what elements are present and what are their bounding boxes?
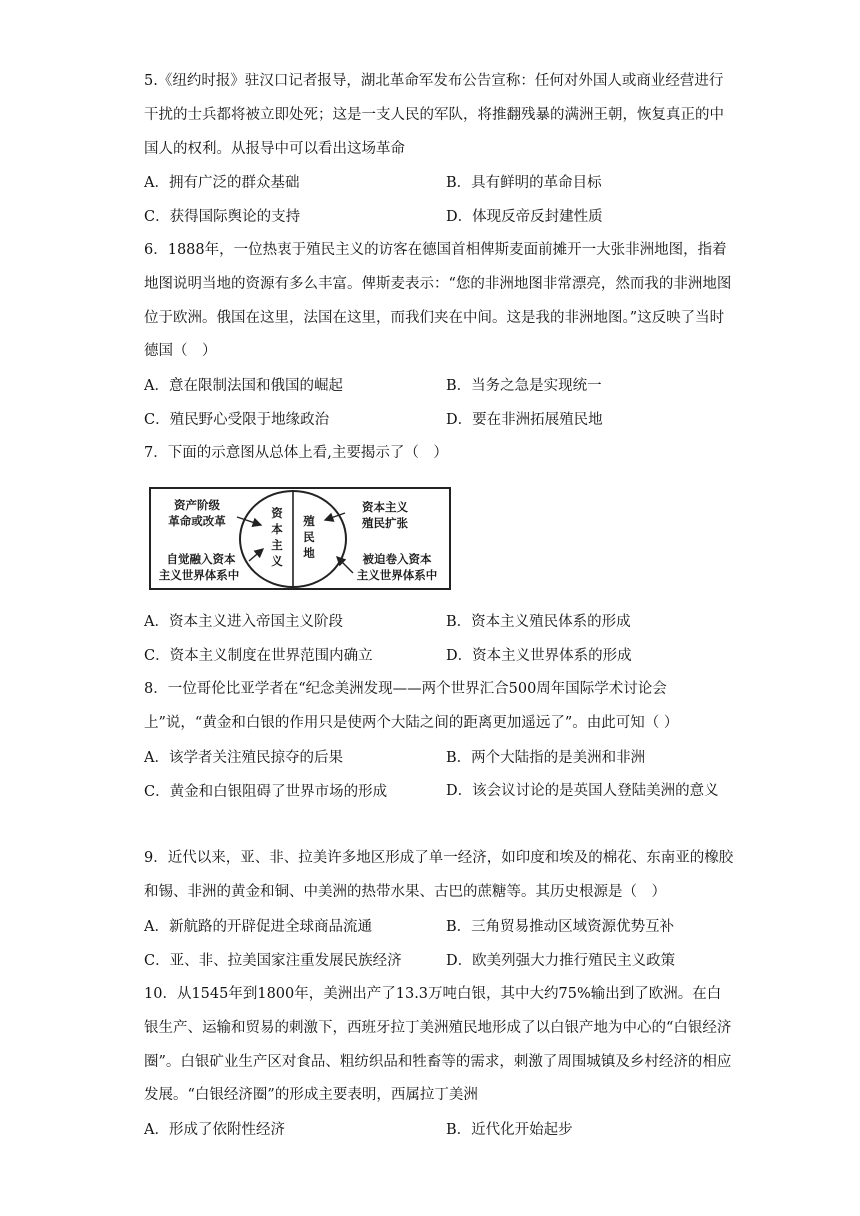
question-6-option-c: C．殖民野心受限于地缘政治 [144,412,330,428]
circle-capitalism-char-4: 义 [271,554,283,568]
capitalism-colony-diagram [149,487,452,591]
label-bourgeois-revolution-2: 革命或改革 [168,514,226,528]
circle-capitalism-char-3: 主 [271,538,283,552]
circle-colony-char-2: 民 [303,530,315,544]
label-forced-integration-2: 主义世界体系中 [356,568,438,582]
question-6-text: 6．1888年，一位热衷于殖民主义的访客在德国首相俾斯麦面前摊开一大张非洲地图，指着地图说明当地的资源有多么丰富。俾斯麦表示：“您的非洲地图非常漂亮，然而我的非洲地图位于欧洲。俄国在这里，法国在这里，而我们夹在中间。这是我的非洲地图。”这反映了当时德国（ ） [144,242,732,360]
question-8-text: 8．一位哥伦比亚学者在“纪念美洲发现——两个世界汇合500周年国际学术讨论会上”说，“黄金和白银的作用只是使两个大陆之间的距离更加遥远了”。由此可知（ ） [144,681,679,731]
question-9-option-b: B．三角贸易推动区域资源优势互补 [446,919,675,935]
question-10-option-a: A．形成了依附性经济 [144,1122,285,1138]
question-7-text: 7．下面的示意图从总体上看,主要揭示了（ ） [144,445,448,461]
circle-capitalism-char-2: 本 [271,522,283,536]
question-7-option-d: D．资本主义世界体系的形成 [446,648,632,664]
label-colonial-expansion-1: 资本主义 [362,500,408,514]
label-voluntary-integration-1: 自觉融入资本 [166,552,236,566]
question-5-option-d: D．体现反帝反封建性质 [446,209,603,225]
question-8-option-a: A．该学者关注殖民掠夺的后果 [144,750,343,766]
label-forced-integration-1: 被迫卷入资本 [362,552,432,566]
question-5-option-c: C．获得国际舆论的支持 [144,209,301,225]
question-6-option-a: A．意在限制法国和俄国的崛起 [144,378,343,394]
question-10-option-b: B．近代化开始起步 [446,1122,573,1138]
question-7-option-c: C．资本主义制度在世界范围内确立 [144,648,373,664]
question-8-option-d [446,775,736,809]
arrow-left-bottom [249,549,263,561]
label-bourgeois-revolution-1: 资产阶级 [174,498,220,512]
question-9-option-d: D．欧美列强大力推行殖民主义政策 [446,953,676,969]
question-5-text: 5.《纽约时报》驻汉口记者报导，湖北革命军发布公告宣称：任何对外国人或商业经营进行干扰的士兵都将被立即处死；这是一支人民的军队，将推翻残暴的满洲王朝，恢复真正的中国人的权利。从报导中可以看出这场革命 [144,73,724,157]
question-9-option-c: C．亚、非、拉美国家注重发展民族经济 [144,953,402,969]
label-colonial-expansion-2: 殖民扩张 [362,516,408,530]
circle-capitalism-char-1: 资 [271,506,283,520]
question-5-option-b: B．具有鲜明的革命目标 [446,175,602,191]
question-6-option-d: D．要在非洲拓展殖民地 [446,412,603,428]
circle-colony-char-1: 殖 [303,514,315,528]
question-8-option-d-text: D．该会议讨论的是英国人登陆美洲的意义 [446,783,719,799]
circle-colony-char-3: 地 [303,546,315,560]
arrow-right-bottom [337,557,353,573]
question-9-text: 9．近代以来，亚、非、拉美许多地区形成了单一经济，如印度和埃及的棉花、东南亚的橡胶和锡、非洲的黄金和铜、中美洲的热带水果、古巴的蔗糖等。其历史根源是（ ） [144,850,734,900]
question-7-option-b: B．资本主义殖民体系的形成 [446,614,631,630]
question-5-option-a: A．拥有广泛的群众基础 [144,175,300,191]
question-6-option-b: B．当务之急是实现统一 [446,378,602,394]
label-voluntary-integration-2: 主义世界体系中 [158,568,240,582]
question-8-option-c: C．黄金和白银阻碍了世界市场的形成 [144,784,388,800]
question-10-text: 10．从1545年到1800年，美洲出产了13.3万吨白银，其中大约75%输出到了欧洲。在白银生产、运输和贸易的刺激下，西班牙拉丁美洲殖民地形成了以白银产地为中心的“白银经济圈”。白银矿业生产区对食品、粗纺织品和牲畜等的需求，刺激了周围城镇及乡村经济的相应发展。“白银经济圈”的形成主要表明，西属拉丁美洲 [144,986,732,1104]
question-9-option-a: A．新航路的开辟促进全球商品流通 [144,919,372,935]
arrow-left-top [237,517,261,525]
question-7-option-a: A．资本主义进入帝国主义阶段 [144,614,343,630]
question-8-option-b: B．两个大陆指的是美洲和非洲 [446,750,646,766]
